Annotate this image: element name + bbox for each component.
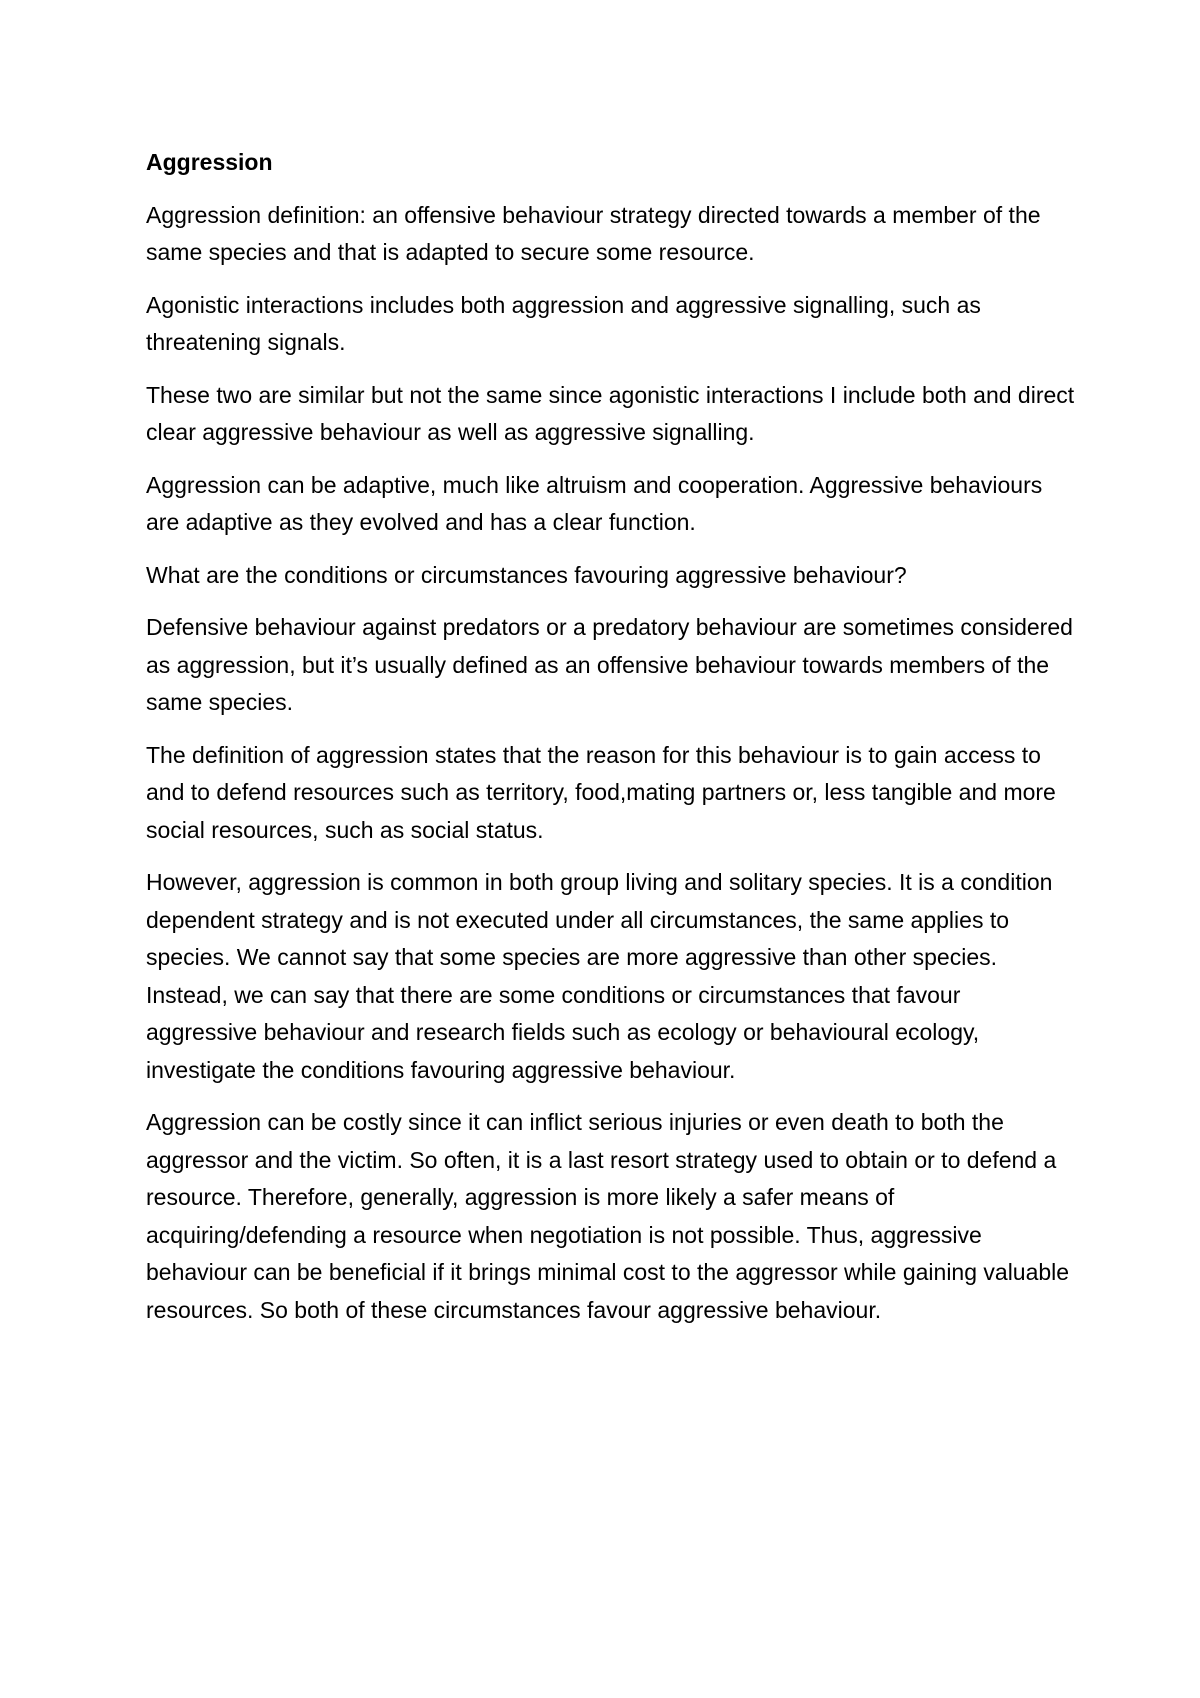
paragraph-defensive-behaviour: Defensive behaviour against predators or a predatory behaviour are sometimes considered as aggression, but it’s usually defined as an offensive behaviour towards members of the same species. [146, 614, 1073, 715]
paragraph-condition-dependent: However, aggression is common in both group living and solitary species. It is a condition dependent strategy and is not executed under all circumstances, the same applies to species. We cannot say that some species are more aggressive than other species. Instead, we can say that there are some conditions or circumstances that favour aggressive behaviour and research fields such as ecology or behavioural ecology, investigate the conditions favouring aggressive behaviour. [146, 869, 1053, 1083]
paragraph-resources: The definition of aggression states that the reason for this behaviour is to gain access to and to defend resources such as territory, food,mating partners or, less tangible and more social resources, such as social status. [146, 741, 1056, 843]
paragraph-agonistic-interactions: Agonistic interactions includes both aggression and aggressive signalling, such as threatening signals. [146, 291, 981, 355]
paragraph-adaptive: Aggression can be adaptive, much like altruism and cooperation. Aggressive behaviours are adaptive as they evolved and has a clear function. [146, 471, 1043, 535]
paragraph-aggression-definition: Aggression definition: an offensive behaviour strategy directed towards a member of the same species and that is adapted to secure some resource. [146, 201, 1041, 265]
document-title: Aggression [146, 149, 273, 175]
paragraph-similarity: These two are similar but not the same since agonistic interactions I include both and direct clear aggressive behaviour as well as aggressive signalling. [146, 381, 1075, 445]
paragraph-costly: Aggression can be costly since it can inflict serious injuries or even death to both the aggressor and the victim. So often, it is a last resort strategy used to obtain or to defend a resource. Therefore, generally, aggression is more likely a safer means of acquiring/defending a resource when negotiation is not possible. Thus, aggressive behaviour can be beneficial if it brings minimal cost to the aggressor while gaining valuable resources. So both of these circumstances favour aggressive behaviour. [146, 1109, 1070, 1323]
paragraph-question: What are the conditions or circumstances favouring aggressive behaviour? [146, 561, 907, 588]
document-body [146, 144, 1076, 1344]
